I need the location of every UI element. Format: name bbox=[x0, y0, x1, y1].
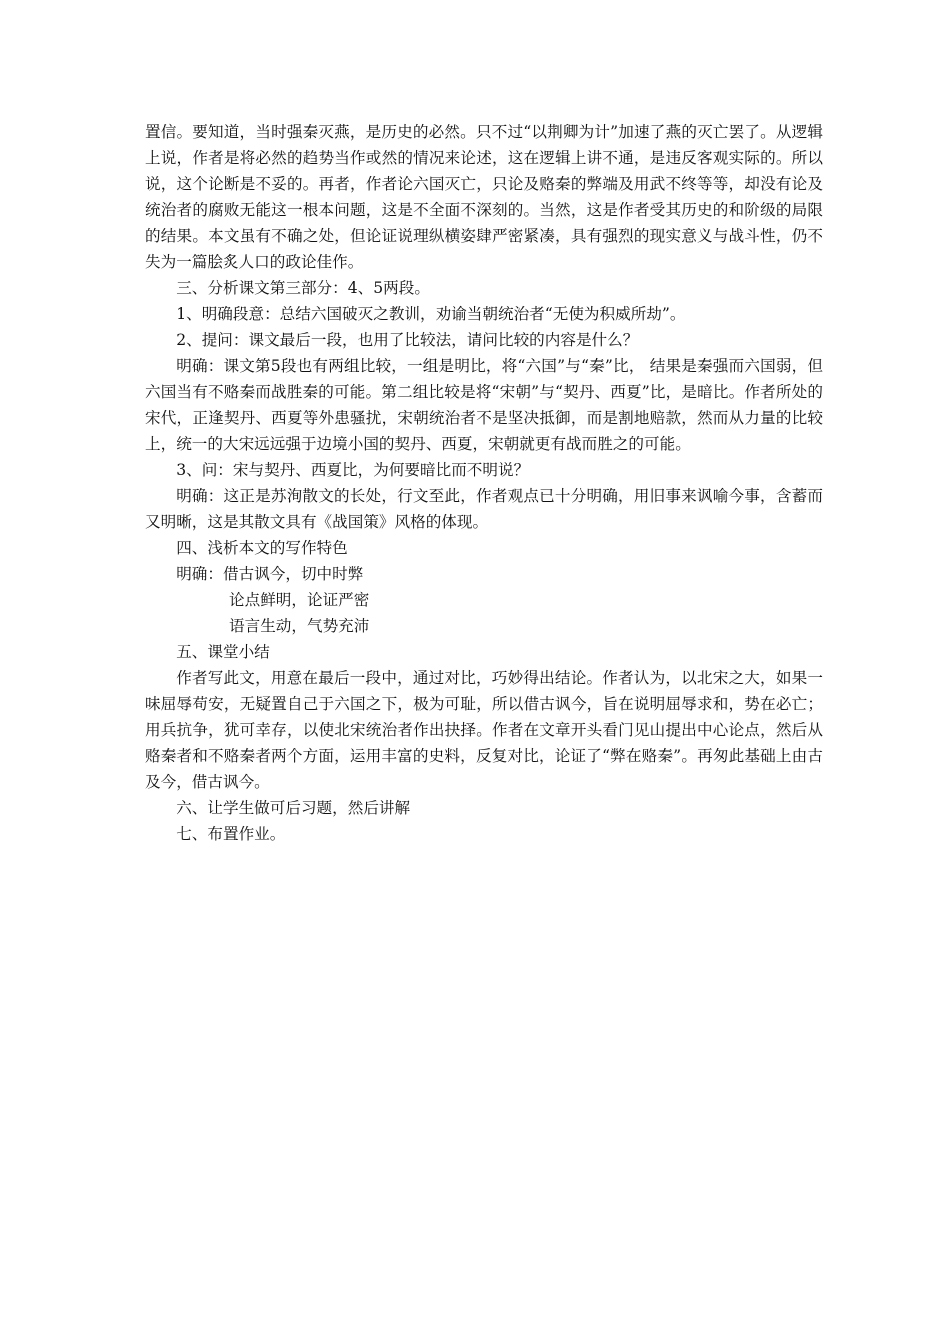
paragraph-answer-2: 明确：这正是苏洵散文的长处，行文至此，作者观点已十分明确，用旧事来讽喻今事，含蓄而又明晰，这是其散文具有《战国策》风格的体现。 bbox=[145, 487, 823, 531]
heading-part-four: 四、浅析本文的写作特色 bbox=[176, 539, 348, 557]
feature-line-3: 语言生动，气势充沛 bbox=[229, 617, 370, 635]
feature-line-2: 论点鲜明，论证严密 bbox=[229, 591, 370, 609]
heading-part-five: 五、课堂小结 bbox=[176, 643, 270, 661]
heading-part-three: 三、分析课文第三部分：4、5两段。 bbox=[176, 279, 430, 297]
heading-part-six: 六、让学生做可后习题，然后讲解 bbox=[176, 799, 411, 817]
paragraph-intro-continued: 置信。要知道，当时强秦灭燕，是历史的必然。只不过“以荆卿为计”加速了燕的灭亡罢了。从逻辑上说，作者是将必然的趋势当作或然的情况来论述，这在逻辑上讲不通，是违反客观实际的。所以说，这个论断是不妥的。再者，作者论六国灭亡，只论及赂秦的弊端及用武不终等等，却没有论及统治者的腐败无能这一根本问题，这是不全面不深刻的。当然，这是作者受其历史的和阶级的局限的结果。本文虽有不确之处，但论证说理纵横姿肆严密紧凑，具有强烈的现实意义与战斗性，仍不失为一篇脍炙人口的政论佳作。 bbox=[145, 123, 823, 271]
paragraph-answer-1: 明确：课文第5段也有两组比较，一组是明比，将“六国”与“秦”比， 结果是秦强而六国弱，但六国当有不赂秦而战胜秦的可能。第二组比较是将“宋朝”与“契丹、西夏”比，是暗比。作者所处的宋代，正逢契丹、西夏等外患骚扰，宋朝统治者不是坚决抵御，而是割地赔款，然而从力量的比较上，统一的大宋远远强于边境小国的契丹、西夏，宋朝就更有战而胜之的可能。 bbox=[145, 357, 823, 453]
paragraph-item-2: 2、提问：课文最后一段，也用了比较法，请问比较的内容是什么？ bbox=[176, 331, 639, 349]
paragraph-summary: 作者写此文，用意在最后一段中，通过对比，巧妙得出结论。作者认为，以北宋之大，如果一味屈辱苟安，无疑置自己于六国之下，极为可耻，所以借古讽今，旨在说明屈辱求和，势在必亡；用兵抗争，犹可幸存，以使北宋统治者作出抉择。作者在文章开头看门见山提出中心论点，然后从赂秦者和不赂秦者两个方面，运用丰富的史料，反复对比，论证了“弊在赂秦”。再匆此基础上由古及今，借古讽今。 bbox=[145, 669, 823, 791]
paragraph-item-1: 1、明确段意：总结六国破灭之教训，劝谕当朝统治者“无使为积威所劫”。 bbox=[176, 305, 686, 323]
feature-line-1: 明确：借古讽今，切中时弊 bbox=[176, 565, 364, 583]
paragraph-item-3: 3、问：宋与契丹、西夏比，为何要暗比而不明说？ bbox=[176, 461, 530, 479]
document-body bbox=[145, 119, 823, 847]
heading-part-seven: 七、布置作业。 bbox=[176, 825, 286, 843]
